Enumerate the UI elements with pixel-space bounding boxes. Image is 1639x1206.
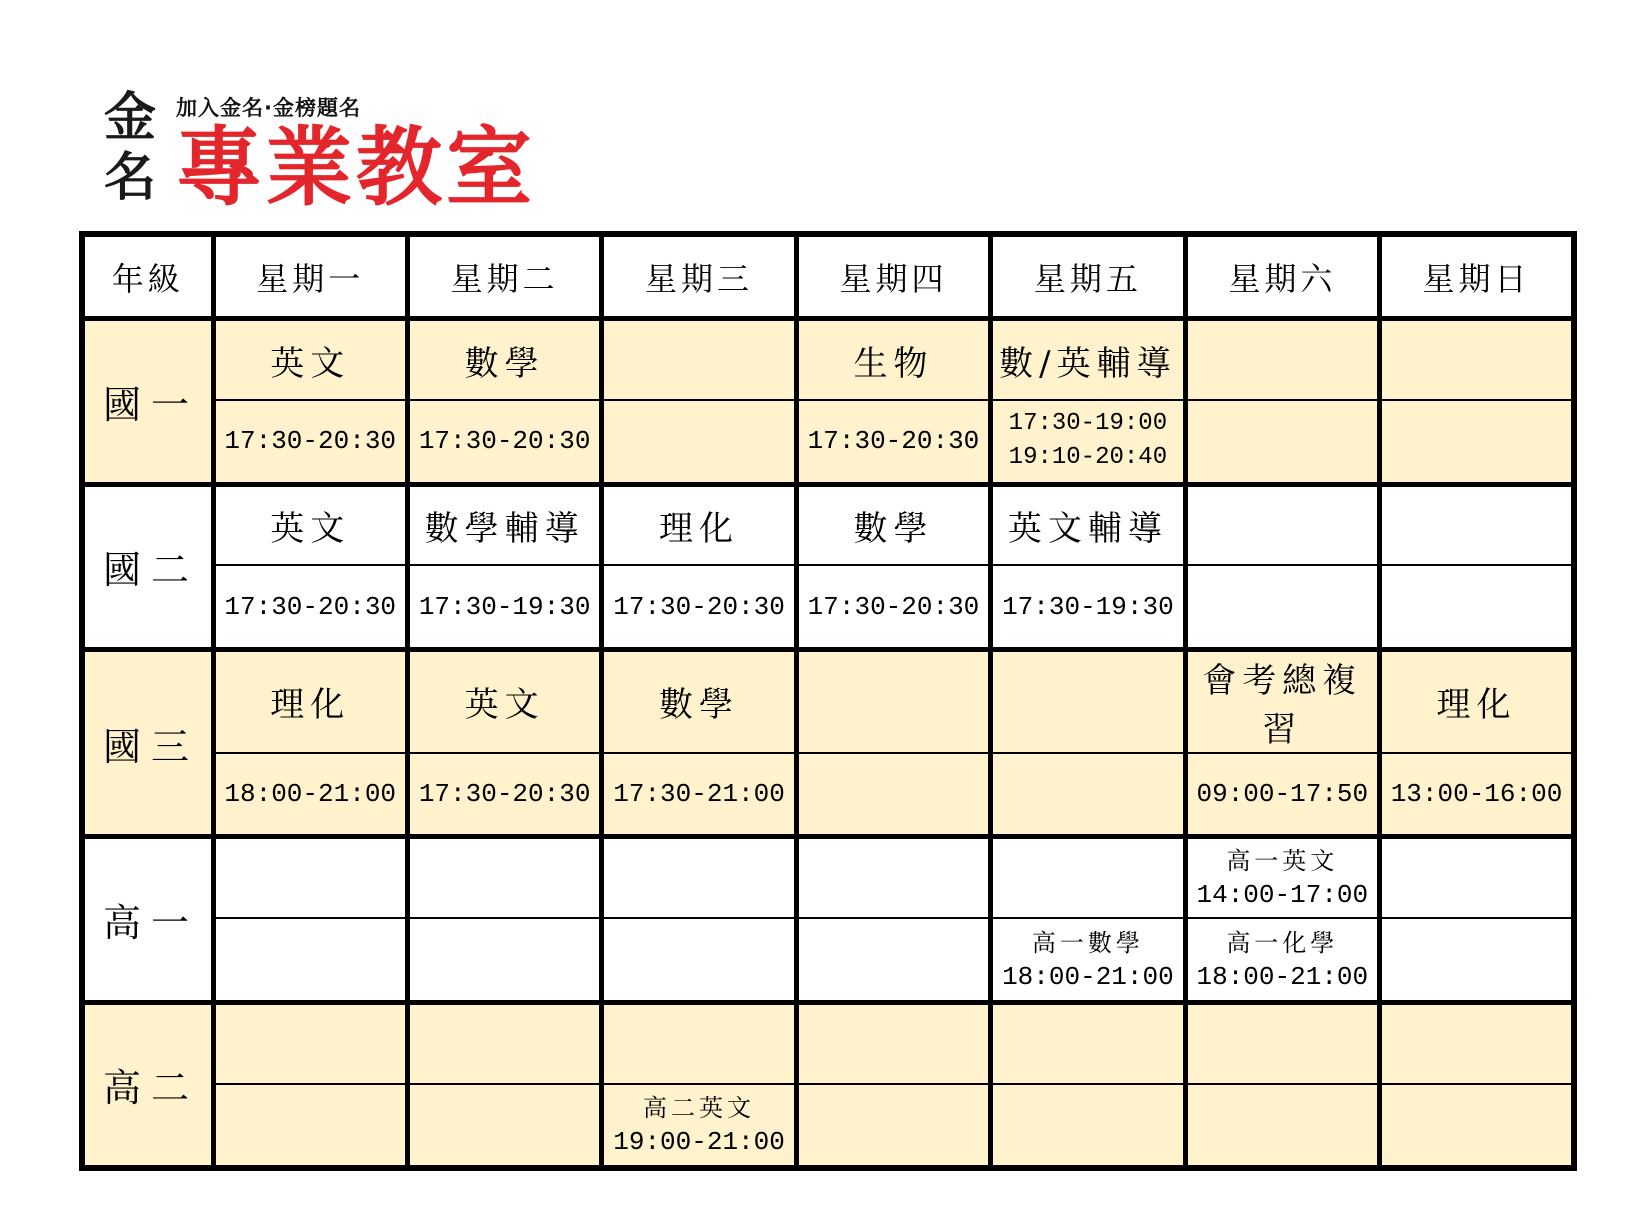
class-time: 17:30-20:30 [224, 591, 397, 622]
grade-row-top [82, 1002, 1574, 1083]
schedule-cell [407, 918, 601, 1002]
class-time: 17:30-20:30 [418, 426, 591, 457]
header-day: 星期二 [407, 234, 601, 319]
schedule-cell [213, 753, 407, 837]
logo-slogan: 加入金名·金榜題名 [176, 96, 361, 120]
schedule-cell [407, 565, 601, 649]
schedule-cell: 英文 [213, 319, 407, 400]
class-time: 19:00-21:00 [613, 1126, 785, 1157]
schedule-cell [1185, 918, 1379, 1002]
schedule-cell [991, 1084, 1185, 1168]
schedule-table [79, 231, 1577, 1171]
grade-row-bottom [82, 1084, 1574, 1168]
schedule-cell [796, 650, 990, 753]
header-day: 星期三 [602, 234, 796, 319]
schedule-cell: 生物 [796, 319, 990, 400]
schedule-cell [1185, 400, 1379, 484]
schedule-cell [602, 565, 796, 649]
schedule-cell [1380, 837, 1574, 918]
schedule-cell [991, 565, 1185, 649]
grade-row-bottom [82, 400, 1574, 484]
schedule-cell [213, 400, 407, 484]
schedule-cell [1380, 400, 1574, 484]
logo-main-title: 專業教室 [176, 118, 536, 218]
class-name: 高二英文 [643, 1093, 756, 1122]
schedule-cell [991, 918, 1185, 1002]
schedule-cell [1380, 484, 1574, 565]
schedule-cell [602, 1084, 796, 1168]
schedule-cell [213, 1002, 407, 1083]
class-time: 17:30-20:30 [613, 591, 785, 622]
schedule-cell [602, 1002, 796, 1083]
schedule-cell: 數學 [602, 650, 796, 753]
class-name: 高一化學 [1226, 928, 1339, 957]
grade-label: 高一 [82, 837, 213, 1002]
schedule-cell [213, 565, 407, 649]
schedule-cell [1380, 1084, 1574, 1168]
schedule-cell [213, 918, 407, 1002]
class-time: 17:30-20:30 [807, 426, 980, 457]
grade-row-bottom [82, 753, 1574, 837]
schedule-cell [796, 1084, 990, 1168]
header-day: 星期五 [991, 234, 1185, 319]
schedule-cell [1185, 484, 1379, 565]
schedule-cell: 數/英輔導 [991, 319, 1185, 400]
schedule-cell: 理化 [1380, 650, 1574, 753]
header-day: 星期一 [213, 234, 407, 319]
schedule-cell: 數學輔導 [407, 484, 601, 565]
class-time: 14:00-17:00 [1196, 880, 1369, 911]
schedule-cell: 理化 [602, 484, 796, 565]
schedule-cell [407, 753, 601, 837]
schedule-cell: 理化 [213, 650, 407, 753]
schedule-cell [407, 837, 601, 918]
header-day: 星期日 [1380, 234, 1574, 319]
schedule-cell [796, 400, 990, 484]
grade-label: 高二 [82, 1002, 213, 1168]
grade-label: 國二 [82, 484, 213, 649]
schedule-cell [213, 837, 407, 918]
class-time: 18:00-21:00 [224, 779, 397, 810]
logo-side-text: 金名 [104, 87, 157, 208]
schedule-cell [1185, 753, 1379, 837]
schedule-cell [213, 1084, 407, 1168]
schedule-cell: 會考總複習 [1185, 650, 1379, 753]
class-time: 17:30-20:30 [807, 591, 980, 622]
class-time: 17:30-21:00 [613, 779, 785, 810]
schedule-cell [991, 1002, 1185, 1083]
header-day: 星期四 [796, 234, 990, 319]
schedule-cell [602, 918, 796, 1002]
schedule-cell [407, 1002, 601, 1083]
class-time: 17:30-20:30 [224, 426, 397, 457]
schedule-cell [602, 753, 796, 837]
grade-row-top [82, 319, 1574, 400]
schedule-cell: 英文 [407, 650, 601, 753]
grade-row-top [82, 837, 1574, 918]
schedule-cell: 數學 [407, 319, 601, 400]
schedule-cell: 數學 [796, 484, 990, 565]
grade-label: 國三 [82, 650, 213, 837]
class-time: 13:00-16:00 [1390, 779, 1563, 810]
schedule-cell [1380, 1002, 1574, 1083]
class-time: 17:30-19:30 [1002, 591, 1174, 622]
header-row [82, 234, 1574, 319]
class-time: 17:30-19:30 [418, 591, 591, 622]
schedule-cell [1185, 565, 1379, 649]
grade-row-top [82, 484, 1574, 565]
schedule-cell: 英文輔導 [991, 484, 1185, 565]
schedule-cell [796, 753, 990, 837]
class-name: 高一英文 [1226, 847, 1339, 876]
class-time: 09:00-17:50 [1196, 779, 1369, 810]
grade-label: 國一 [82, 319, 213, 484]
schedule-cell [1185, 319, 1379, 400]
schedule-cell [1380, 565, 1574, 649]
schedule-cell [796, 837, 990, 918]
class-time: 18:00-21:00 [1002, 961, 1174, 992]
schedule-cell [1185, 1084, 1379, 1168]
schedule-cell [602, 319, 796, 400]
class-name: 高一數學 [1031, 928, 1144, 957]
schedule-cell [1185, 1002, 1379, 1083]
schedule-cell [1380, 753, 1574, 837]
header-grade: 年級 [82, 234, 213, 319]
schedule-cell [796, 918, 990, 1002]
schedule-cell [1380, 319, 1574, 400]
schedule-cell [1380, 918, 1574, 1002]
header-day: 星期六 [1185, 234, 1379, 319]
schedule-cell [1185, 837, 1379, 918]
schedule-cell [991, 837, 1185, 918]
schedule-cell [796, 565, 990, 649]
class-time: 18:00-21:00 [1196, 961, 1369, 992]
schedule-cell [602, 400, 796, 484]
schedule-cell [991, 400, 1185, 484]
grade-row-bottom [82, 918, 1574, 1002]
schedule-cell [407, 1084, 601, 1168]
logo [104, 88, 584, 228]
class-time: 19:10-20:40 [1008, 444, 1168, 472]
schedule-cell [602, 837, 796, 918]
schedule-cell [407, 400, 601, 484]
schedule-cell [991, 650, 1185, 753]
class-time: 17:30-19:00 [1008, 410, 1168, 438]
grade-row-bottom [82, 565, 1574, 649]
schedule-cell [796, 1002, 990, 1083]
schedule-cell [991, 753, 1185, 837]
class-time: 17:30-20:30 [418, 779, 591, 810]
schedule-cell: 英文 [213, 484, 407, 565]
grade-row-top [82, 650, 1574, 753]
